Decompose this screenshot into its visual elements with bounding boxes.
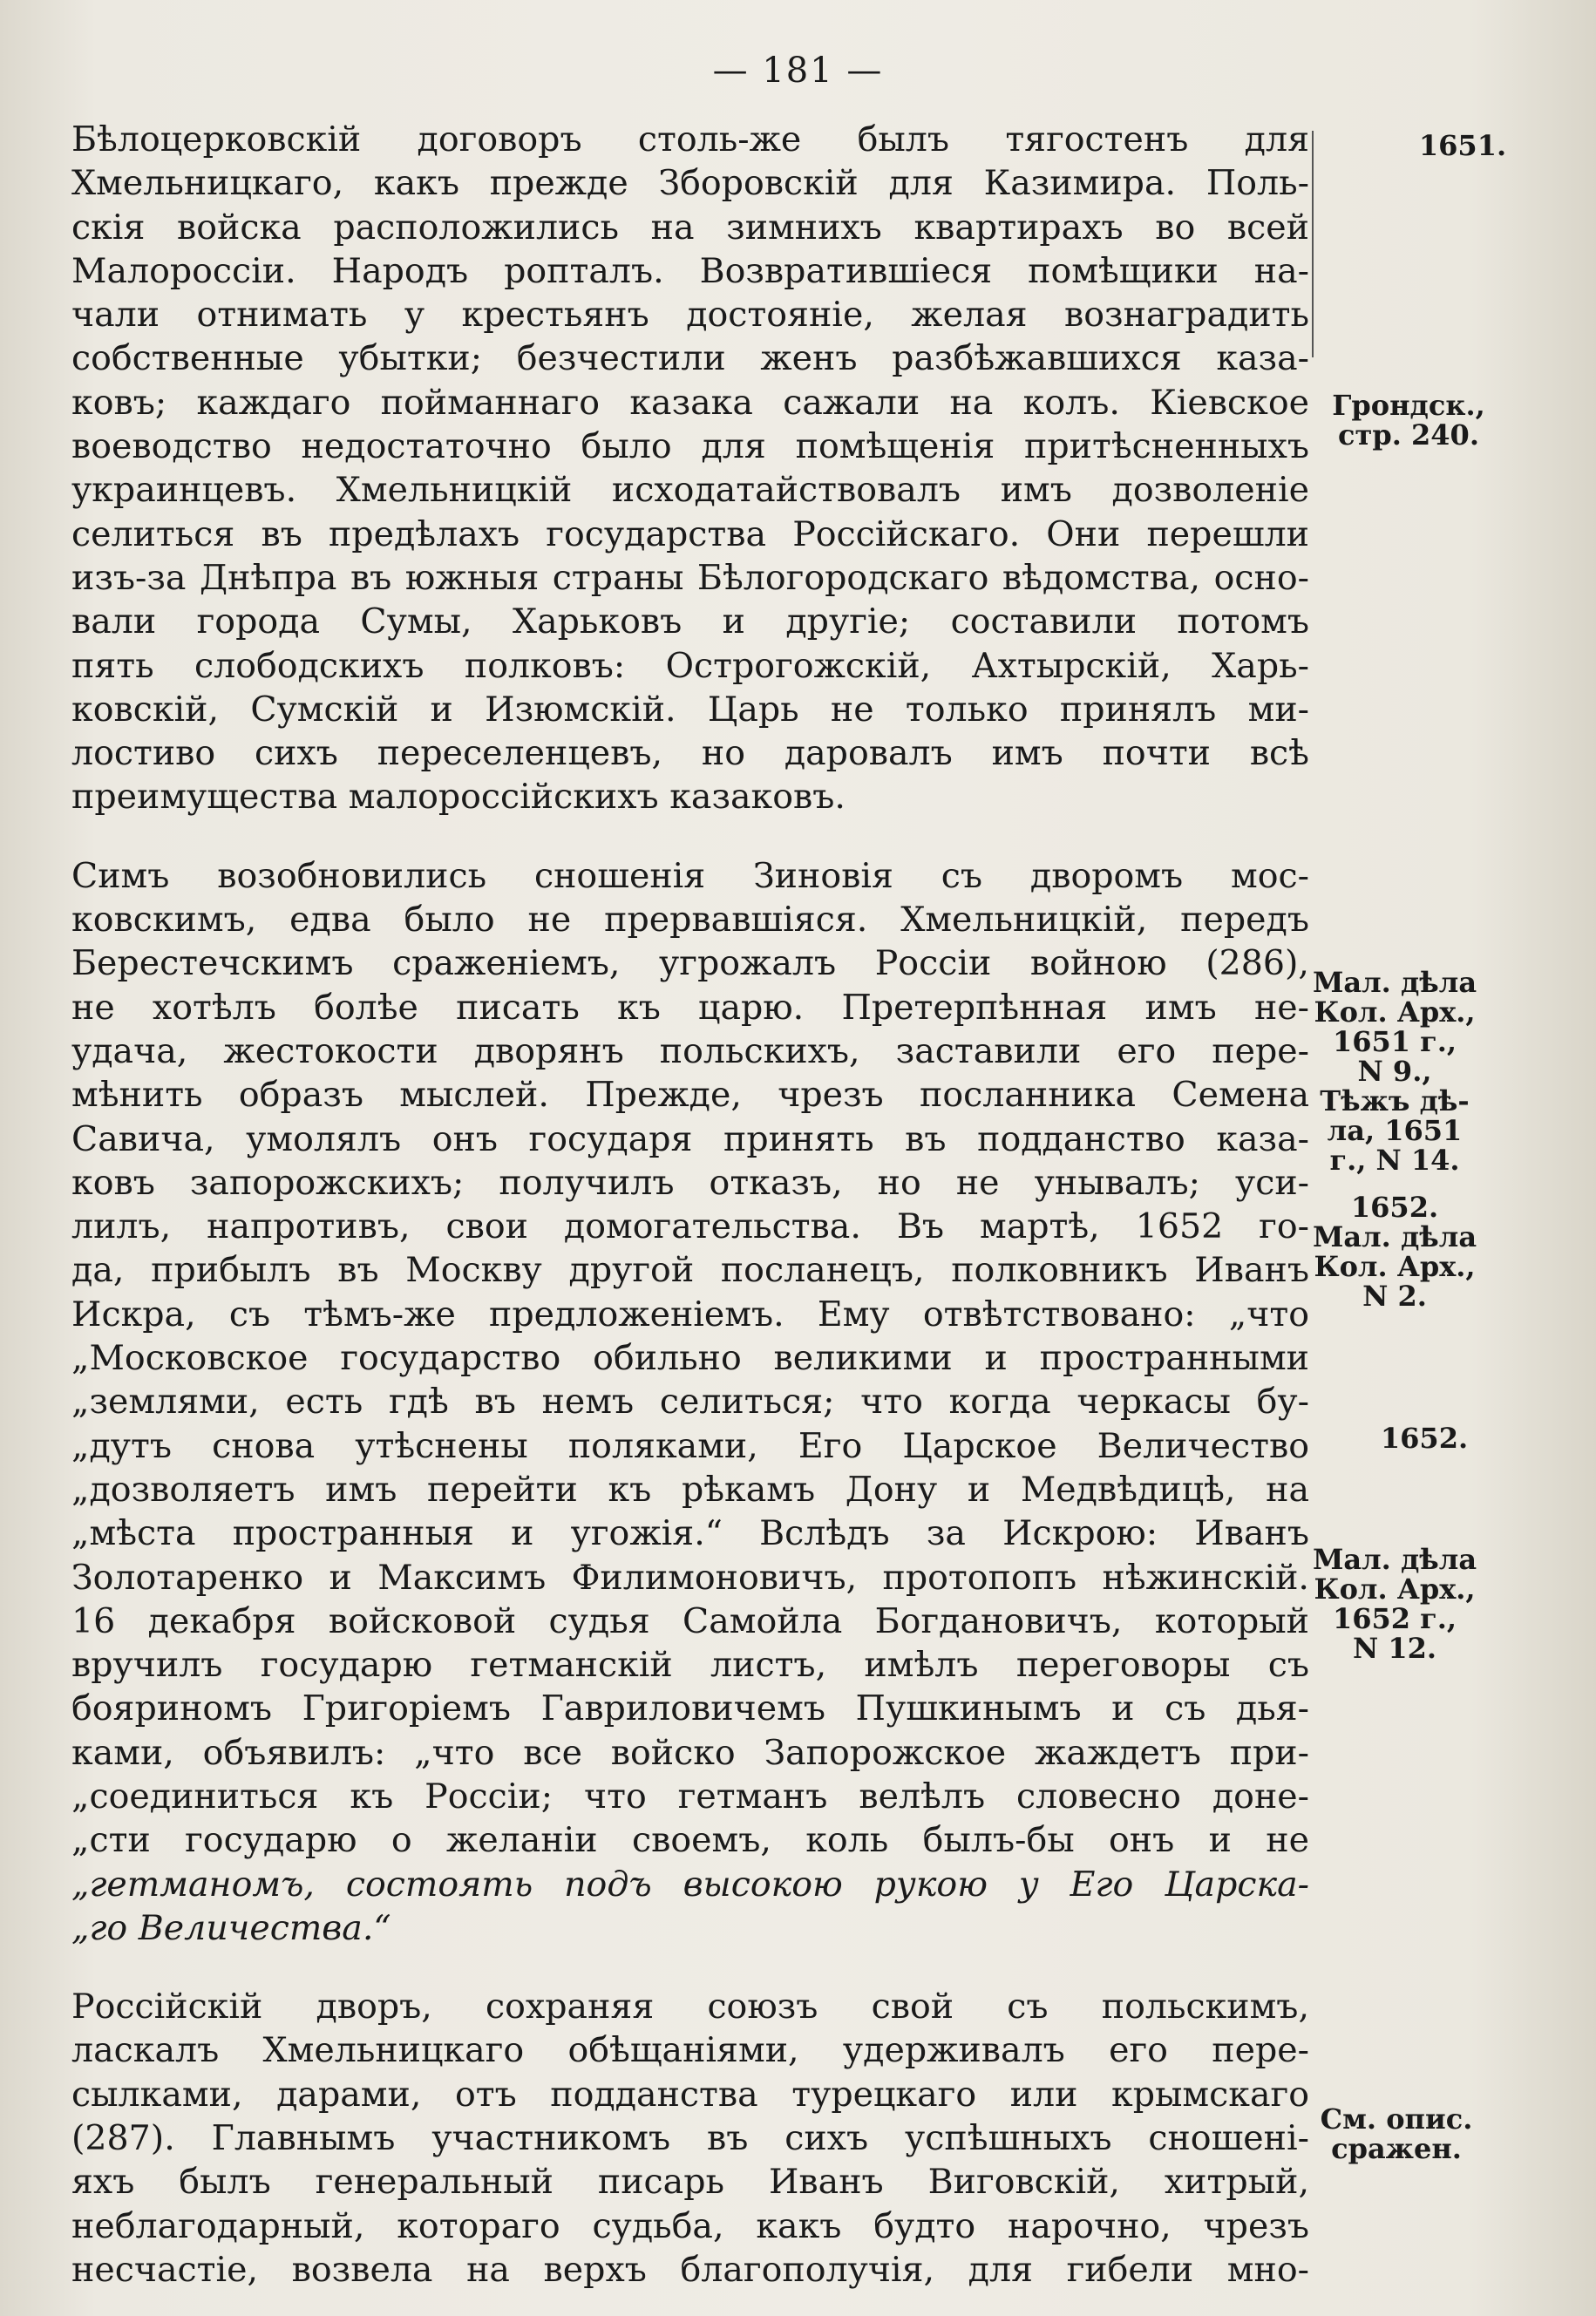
text-line: „дутъ снова утѣснены поляками, Его Царское Величество (71, 1425, 1309, 1466)
margin-note-line: ла, 1651 (1327, 1114, 1463, 1147)
margin-note-line: Грондск., (1332, 389, 1485, 422)
text-line: селиться въ предѣлахъ государства Россійскаго. Они перешли (71, 513, 1309, 554)
text-line: сылками, дарами, отъ подданства турецкаго или крымскаго (71, 2074, 1309, 2115)
text-line: пять слободскихъ полковъ: Острогожскій, Ахтырскій, Харь- (71, 645, 1309, 686)
text-line: „мѣста пространныя и угожія.“ Вслѣдъ за Искрою: Иванъ (71, 1513, 1309, 1554)
text-line: „землями, есть гдѣ въ немъ селиться; что когда черкасы бу- (71, 1382, 1309, 1423)
text-line: Савича, умолялъ онъ государя принять въ подданство каза- (71, 1118, 1309, 1159)
text-line: яхъ былъ генеральный писарь Иванъ Виговскій, хитрый, (71, 2162, 1309, 2203)
text-line: ками, объявилъ: „что все войско Запорожское жаждетъ при- (71, 1732, 1309, 1773)
text-line: 16 декабря войсковой судья Самойла Богдановичъ, который (71, 1600, 1309, 1641)
text-line: Хмельницкаго, какъ прежде Зборовскій для Казимира. Поль- (71, 163, 1309, 204)
margin-note-reference (1313, 391, 1504, 450)
margin-note-line: сражен. (1331, 2132, 1462, 2165)
text-line: Россійскій дворъ, сохраняя союзъ свой съ польскимъ, (71, 1987, 1309, 2027)
margin-notes (1297, 0, 1596, 2316)
margin-note-reference (1299, 1545, 1491, 1663)
text-line: „Московское государство обильно великими и пространными (71, 1338, 1309, 1379)
page-number: — 181 — (712, 51, 884, 91)
text-line: мѣнить образъ мыслей. Прежде, чрезъ посланника Семена (71, 1075, 1309, 1116)
text-line: Бѣлоцерковскій договоръ столь-же былъ тягостенъ для (71, 119, 1309, 160)
paragraph-3 (71, 1985, 1309, 2292)
text-line: несчастіе, возвела на верхъ благополучія, для гибели мно- (71, 2249, 1309, 2290)
text-line: ковъ; каждаго пойманнаго казака сажали на колъ. Кіевское (71, 382, 1309, 423)
margin-note-line: Кол. Арх., (1314, 1572, 1476, 1606)
text-line: „гетманомъ, состоять подъ высокою рукою у Его Царска- (71, 1864, 1309, 1905)
text-line: „го Величества.“ (71, 1907, 391, 1948)
margin-note-line: Тѣжъ дѣ- (1320, 1084, 1470, 1117)
text-line: „сти государю о желаніи своемъ, коль былъ-бы онъ и не (71, 1820, 1309, 1861)
text-line: Берестечскимъ сраженіемъ, угрожалъ Россіи войною (286), (71, 943, 1309, 984)
margin-note-reference (1301, 2104, 1492, 2163)
text-line: Золотаренко и Максимъ Филимоновичъ, протопопъ нѣжинскій. (71, 1557, 1309, 1598)
text-line: „дозволяетъ имъ перейти къ рѣкамъ Дону и Медвѣдицѣ, на (71, 1469, 1309, 1510)
margin-note-line: Кол. Арх., (1314, 995, 1476, 1029)
text-line: вручилъ государю гетманскій листъ, имѣлъ переговоры съ (71, 1645, 1309, 1686)
margin-note-line: N 2. (1362, 1280, 1427, 1313)
margin-note-line: 1652. (1350, 1191, 1439, 1224)
text-line: лостиво сихъ переселенцевъ, но даровалъ имъ почти всѣ (71, 733, 1309, 774)
text-line: изъ-за Днѣпра въ южныя страны Бѣлогородскаго вѣдомства, осно- (71, 557, 1309, 598)
text-line: не хотѣлъ болѣе писать къ царю. Претерпѣнная имъ не- (71, 987, 1309, 1028)
body-text (71, 118, 1309, 2316)
margin-note-line: N 9., (1357, 1055, 1432, 1088)
text-line: воеводство недостаточно было для помѣщенія притѣсненныхъ (71, 426, 1309, 467)
margin-note-line: Мал. дѣла (1312, 966, 1477, 999)
text-line: удача, жестокости дворянъ польскихъ, заставили его пере- (71, 1030, 1309, 1071)
paragraph-2 (71, 854, 1309, 1950)
text-line: преимущества малороссійскихъ казаковъ. (71, 777, 846, 818)
margin-note-line: стр. 240. (1338, 418, 1479, 452)
margin-note-reference (1299, 1192, 1491, 1311)
margin-note-line: 1652. (1380, 1422, 1469, 1455)
text-line: скія войска расположились на зимнихъ квартирахъ во всей (71, 207, 1309, 248)
margin-note-line: Мал. дѣла (1312, 1543, 1477, 1576)
text-line: ковъ запорожскихъ; получилъ отказъ, но не унывалъ; уси- (71, 1162, 1309, 1203)
margin-note-line: N 12. (1352, 1632, 1437, 1665)
text-line: „соединиться къ Россіи; что гетманъ велѣлъ словесно доне- (71, 1776, 1309, 1817)
margin-note-line: г., N 14. (1329, 1144, 1460, 1177)
margin-note-reference (1299, 968, 1491, 1175)
text-line: ковскій, Сумскій и Изюмскій. Царь не только принялъ ми- (71, 689, 1309, 730)
text-line: лилъ, напротивъ, свои домогательства. Въ мартѣ, 1652 го- (71, 1206, 1309, 1247)
margin-note-year (1384, 131, 1541, 160)
text-line: ласкалъ Хмельницкаго обѣщаніями, удерживалъ его пере- (71, 2030, 1309, 2071)
text-line: вали города Сумы, Харьковъ и другіе; составили потомъ (71, 601, 1309, 642)
text-line: собственные убытки; безчестили женъ разбѣжавшихся каза- (71, 338, 1309, 379)
margin-note-line: Кол. Арх., (1314, 1250, 1476, 1283)
paragraph-1 (71, 118, 1309, 819)
margin-note-year (1346, 1423, 1503, 1453)
text-line: Малороссіи. Народъ ропталъ. Возвратившіеся помѣщики на- (71, 250, 1309, 291)
margin-note-line: 1651. (1418, 129, 1507, 162)
margin-note-line: 1651 г., (1332, 1025, 1457, 1058)
margin-note-line: 1652 г., (1332, 1602, 1457, 1635)
text-line: (287). Главнымъ участникомъ въ сихъ успѣшныхъ сношені- (71, 2118, 1309, 2159)
text-line: Симъ возобновились сношенія Зиновія съ дворомъ мос- (71, 855, 1309, 896)
text-line: ковскимъ, едва было не прервавшіяся. Хмельницкій, передъ (71, 900, 1309, 941)
text-line: да, прибылъ въ Москву другой посланецъ, полковникъ Иванъ (71, 1250, 1309, 1291)
text-line: украинцевъ. Хмельницкій исходатайствовалъ имъ дозволеніе (71, 470, 1309, 511)
margin-note-line: Мал. дѣла (1312, 1220, 1477, 1253)
text-line: чали отнимать у крестьянъ достояніе, желая вознаградить (71, 295, 1309, 336)
text-line: неблагодарный, котораго судьба, какъ будто нарочно, чрезъ (71, 2205, 1309, 2246)
text-line: Искра, съ тѣмъ-же предложеніемъ. Ему отвѣтствовано: „что (71, 1294, 1309, 1335)
text-line: бояриномъ Григоріемъ Гавриловичемъ Пушкинымъ и съ дья- (71, 1688, 1309, 1729)
margin-note-line: См. опис. (1320, 2102, 1473, 2136)
